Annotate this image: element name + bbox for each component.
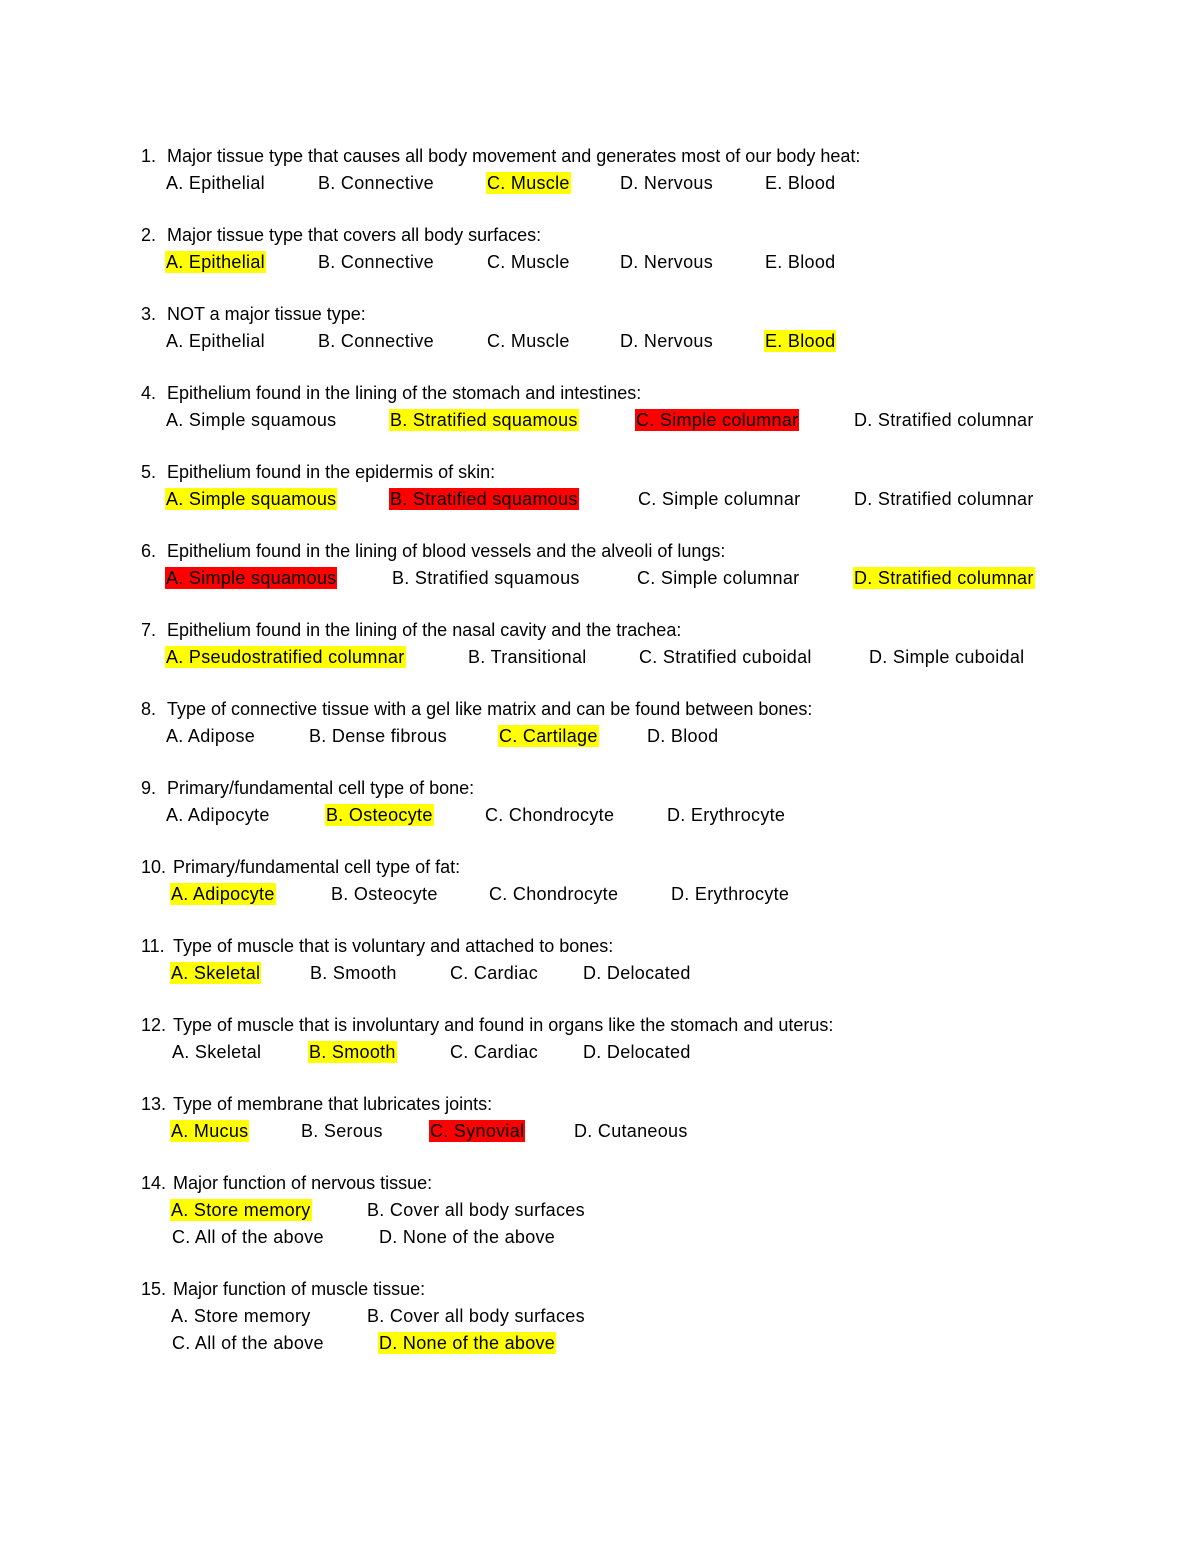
question-number: 10. (141, 857, 167, 877)
question-number: 6. (141, 541, 157, 561)
answer-option: B. Cover all body surfaces (367, 1200, 585, 1220)
question-number: 13. (141, 1094, 167, 1114)
question-number: 4. (141, 383, 157, 403)
answer-option: B. Connective (318, 252, 434, 272)
answer-option: C. Simple columnar (636, 410, 799, 430)
answer-option: D. Delocated (583, 1042, 691, 1062)
answer-option: C. All of the above (172, 1333, 324, 1353)
answer-option: B. Transitional (468, 647, 587, 667)
answer-option: A. Simple squamous (166, 568, 337, 588)
answer-option: D. None of the above (379, 1227, 556, 1247)
question-text: Type of membrane that lubricates joints: (173, 1094, 493, 1114)
question-text: Primary/fundamental cell type of bone: (167, 778, 475, 798)
answer-option: D. Nervous (620, 173, 714, 193)
answer-option: D. Nervous (620, 252, 714, 272)
answer-option: C. Synovial (430, 1121, 525, 1141)
question-text: Epithelium found in the epidermis of skin: (167, 462, 496, 482)
question-text: NOT a major tissue type: (167, 304, 366, 324)
answer-option: A. Adipocyte (171, 884, 275, 904)
question-text: Type of connective tissue with a gel like matrix and can be found between bones: (167, 699, 813, 719)
question-number: 12. (141, 1015, 167, 1035)
answer-option: C. Chondrocyte (489, 884, 619, 904)
answer-option: B. Stratified squamous (392, 568, 580, 588)
answer-option: D. Simple cuboidal (869, 647, 1025, 667)
answer-option: C. Cardiac (450, 1042, 539, 1062)
question-text: Primary/fundamental cell type of fat: (173, 857, 461, 877)
question-number: 8. (141, 699, 157, 719)
answer-option: C. Cartilage (499, 726, 598, 746)
answer-option: E. Blood (765, 331, 836, 351)
answer-option: A. Mucus (171, 1121, 249, 1141)
answer-option: B. Cover all body surfaces (367, 1306, 585, 1326)
answer-option: C. All of the above (172, 1227, 324, 1247)
answer-option: A. Pseudostratified columnar (166, 647, 405, 667)
answer-option: B. Dense fibrous (309, 726, 447, 746)
answer-option: A. Epithelial (166, 331, 265, 351)
answer-option: D. Blood (647, 726, 719, 746)
answer-option: A. Adipose (166, 726, 256, 746)
answer-option: A. Adipocyte (166, 805, 270, 825)
answer-option: A. Epithelial (166, 252, 265, 272)
answer-option: A. Skeletal (172, 1042, 262, 1062)
question-text: Epithelium found in the lining of the nasal cavity and the trachea: (167, 620, 682, 640)
question-text: Epithelium found in the lining of the stomach and intestines: (167, 383, 642, 403)
question-number: 14. (141, 1173, 167, 1193)
answer-option: B. Osteocyte (331, 884, 438, 904)
question-number: 11. (141, 936, 165, 956)
answer-option: D. Cutaneous (574, 1121, 688, 1141)
question-number: 5. (141, 462, 157, 482)
answer-option: C. Muscle (487, 331, 570, 351)
question-text: Type of muscle that is voluntary and attached to bones: (173, 936, 614, 956)
question-number: 2. (141, 225, 157, 245)
question-text: Epithelium found in the lining of blood vessels and the alveoli of lungs: (167, 541, 726, 561)
answer-option: E. Blood (765, 173, 836, 193)
answer-option: D. Erythrocyte (671, 884, 790, 904)
answer-option: A. Skeletal (171, 963, 261, 983)
answer-option: C. Stratified cuboidal (639, 647, 812, 667)
answer-option: B. Osteocyte (326, 805, 433, 825)
answer-option: A. Simple squamous (166, 489, 337, 509)
question-number: 15. (141, 1279, 167, 1299)
question-number: 7. (141, 620, 157, 640)
answer-option: B. Connective (318, 173, 434, 193)
answer-option: B. Serous (301, 1121, 383, 1141)
question-text: Major tissue type that causes all body movement and generates most of our body heat: (167, 146, 861, 166)
answer-option: D. Erythrocyte (667, 805, 786, 825)
question-text: Major function of nervous tissue: (173, 1173, 433, 1193)
answer-option: D. Stratified columnar (854, 489, 1034, 509)
answer-option: D. None of the above (379, 1333, 556, 1353)
answer-option: A. Simple squamous (166, 410, 337, 430)
answer-option: D. Stratified columnar (854, 410, 1034, 430)
answer-option: C. Muscle (487, 173, 570, 193)
answer-option: E. Blood (765, 252, 836, 272)
answer-option: B. Smooth (309, 1042, 396, 1062)
answer-option: A. Store memory (171, 1306, 311, 1326)
answer-option: C. Simple columnar (638, 489, 801, 509)
question-text: Type of muscle that is involuntary and found in organs like the stomach and uterus: (173, 1015, 834, 1035)
answer-option: D. Nervous (620, 331, 714, 351)
answer-option: A. Store memory (171, 1200, 311, 1220)
answer-option: C. Cardiac (450, 963, 539, 983)
question-text: Major tissue type that covers all body surfaces: (167, 225, 542, 245)
answer-option: B. Smooth (310, 963, 397, 983)
question-number: 9. (141, 778, 157, 798)
answer-option: B. Stratified squamous (390, 489, 578, 509)
answer-option: B. Stratified squamous (390, 410, 578, 430)
question-text: Major function of muscle tissue: (173, 1279, 426, 1299)
answer-option: D. Stratified columnar (854, 568, 1034, 588)
answer-option: B. Connective (318, 331, 434, 351)
answer-option: C. Muscle (487, 252, 570, 272)
answer-option: C. Chondrocyte (485, 805, 615, 825)
question-number: 1. (141, 146, 157, 166)
question-number: 3. (141, 304, 157, 324)
answer-option: C. Simple columnar (637, 568, 800, 588)
answer-option: D. Delocated (583, 963, 691, 983)
answer-option: A. Epithelial (166, 173, 265, 193)
